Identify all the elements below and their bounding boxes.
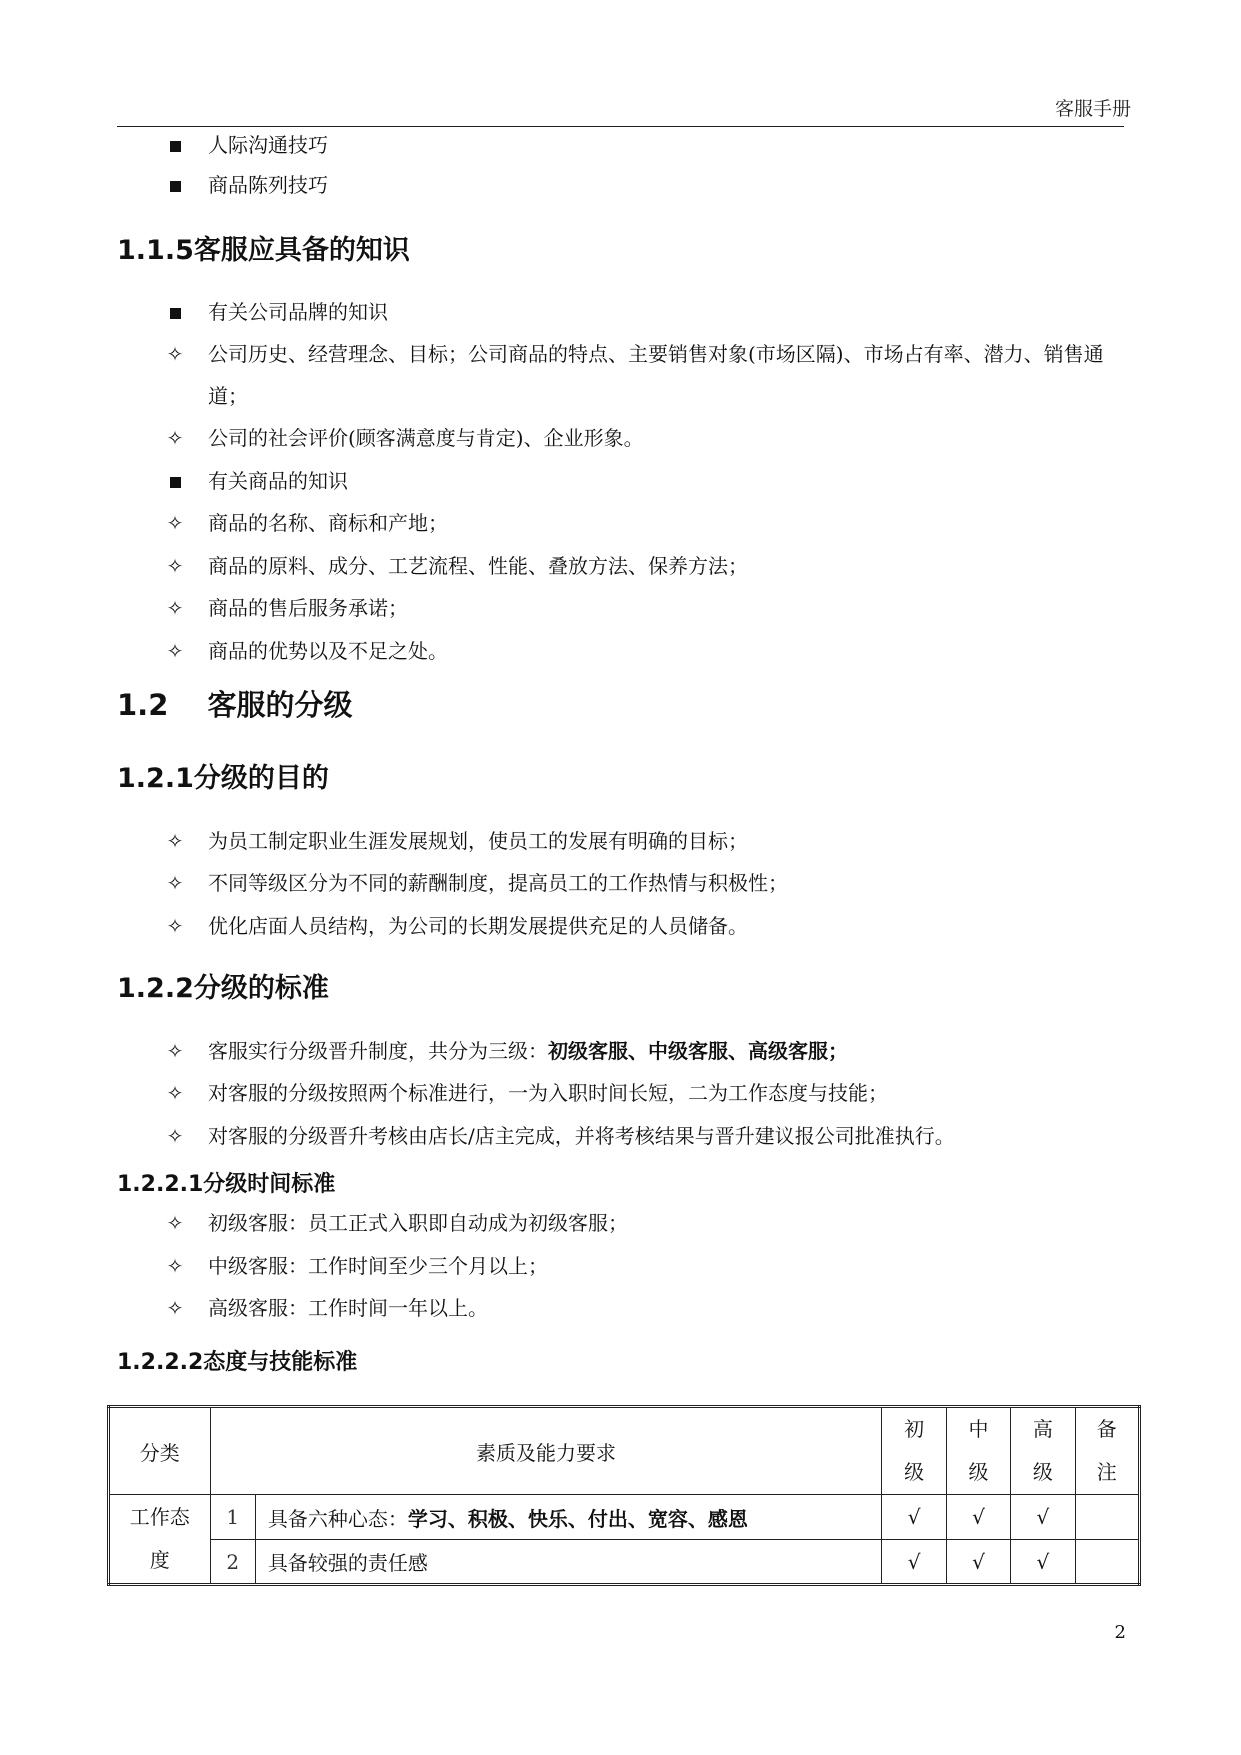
diamond-bullet-icon: ✧ [166, 342, 184, 366]
section-heading: 1.2.2.1分级时间标准 [117, 1172, 336, 1197]
list-item: ✧ 中级客服：工作时间至少三个月以上； [162, 1245, 1122, 1287]
diamond-bullet-icon: ✧ [166, 1039, 184, 1063]
section-heading: 1.2.1分级的目的 [117, 763, 329, 794]
section-heading: 1.2.2分级的标准 [117, 973, 329, 1004]
requirement-cell: 具备六种心态：学习、积极、快乐、付出、宽容、感恩 [255, 1495, 882, 1540]
group-cell: 工作态 度 [109, 1495, 211, 1585]
diamond-bullet-icon: ✧ [166, 914, 184, 938]
list-item: 商品陈列技巧 [162, 164, 1122, 206]
header-junior: 初 级 [882, 1407, 946, 1495]
remark-cell [1075, 1540, 1139, 1585]
header-senior: 高 级 [1011, 1407, 1075, 1495]
square-bullet-icon [162, 460, 188, 502]
middle-check: √ [946, 1495, 1010, 1540]
list-item: ✧ 初级客服：员工正式入职即自动成为初级客服； [162, 1202, 1122, 1244]
list-item: ✧ 为员工制定职业生涯发展规划，使员工的发展有明确的目标； [162, 820, 1122, 862]
diamond-bullet-icon: ✧ [166, 1296, 184, 1320]
page-number: 2 [1114, 1622, 1126, 1643]
requirement-cell: 具备较强的责任感 [255, 1540, 882, 1585]
header-remark: 备 注 [1075, 1407, 1139, 1495]
diamond-bullet-icon: ✧ [166, 871, 184, 895]
list-item: ✧ 对客服的分级晋升考核由店长/店主完成，并将考核结果与晋升建议报公司批准执行。 [162, 1115, 1122, 1157]
square-bullet-icon [162, 124, 188, 166]
list-item: ✧ 商品的原料、成分、工艺流程、性能、叠放方法、保养方法； [162, 545, 1122, 587]
row-number: 1 [210, 1495, 255, 1540]
diamond-bullet-icon: ✧ [166, 639, 184, 663]
diamond-bullet-icon: ✧ [166, 1254, 184, 1278]
diamond-bullet-icon: ✧ [166, 554, 184, 578]
list-item: ✧ 商品的名称、商标和产地； [162, 502, 1122, 544]
list-item: 人际沟通技巧 [162, 124, 1122, 166]
diamond-bullet-icon: ✧ [166, 1124, 184, 1148]
square-bullet-icon [162, 291, 188, 333]
list-item: ✧ 对客服的分级按照两个标准进行，一为入职时间长短，二为工作态度与技能； [162, 1072, 1122, 1114]
list-item: ✧ 公司历史、经营理念、目标；公司商品的特点、主要销售对象(市场区隔)、市场占有率、潜力、销售通道； [162, 333, 1122, 417]
list-item: ✧ 商品的优势以及不足之处。 [162, 630, 1122, 672]
list-item: ✧ 公司的社会评价(顾客满意度与肯定)、企业形象。 [162, 417, 1122, 459]
row-number: 2 [210, 1540, 255, 1585]
list-item: 有关商品的知识 [162, 460, 1122, 502]
diamond-bullet-icon: ✧ [166, 1211, 184, 1235]
list-item: ✧ 客服实行分级晋升制度，共分为三级：初级客服、中级客服、高级客服； [162, 1030, 1122, 1072]
remark-cell [1075, 1495, 1139, 1540]
diamond-bullet-icon: ✧ [166, 596, 184, 620]
table-header-row [109, 1407, 1140, 1495]
table-row [109, 1495, 1140, 1540]
header-middle: 中 级 [946, 1407, 1010, 1495]
diamond-bullet-icon: ✧ [166, 511, 184, 535]
list-item: ✧ 不同等级区分为不同的薪酬制度，提高员工的工作热情与积极性； [162, 862, 1122, 904]
square-bullet-icon [162, 164, 188, 206]
list-item: ✧ 商品的售后服务承诺； [162, 587, 1122, 629]
diamond-bullet-icon: ✧ [166, 829, 184, 853]
grade-standards-table [107, 1405, 1141, 1586]
list-item: ✧ 高级客服：工作时间一年以上。 [162, 1287, 1122, 1329]
section-heading: 1.2.2.2态度与技能标准 [117, 1350, 358, 1375]
header-requirement: 素质及能力要求 [210, 1407, 882, 1495]
section-heading: 1.1.5客服应具备的知识 [117, 235, 410, 266]
running-header: 客服手册 [1054, 98, 1131, 120]
list-item: ✧ 优化店面人员结构，为公司的长期发展提供充足的人员储备。 [162, 905, 1122, 947]
header-category: 分类 [109, 1407, 211, 1495]
senior-check: √ [1011, 1540, 1075, 1585]
senior-check: √ [1011, 1495, 1075, 1540]
junior-check: √ [882, 1540, 946, 1585]
table-row [109, 1540, 1140, 1585]
diamond-bullet-icon: ✧ [166, 426, 184, 450]
middle-check: √ [946, 1540, 1010, 1585]
list-item: 有关公司品牌的知识 [162, 291, 1122, 333]
junior-check: √ [882, 1495, 946, 1540]
diamond-bullet-icon: ✧ [166, 1081, 184, 1105]
section-heading: 1.2 客服的分级 [117, 688, 353, 722]
